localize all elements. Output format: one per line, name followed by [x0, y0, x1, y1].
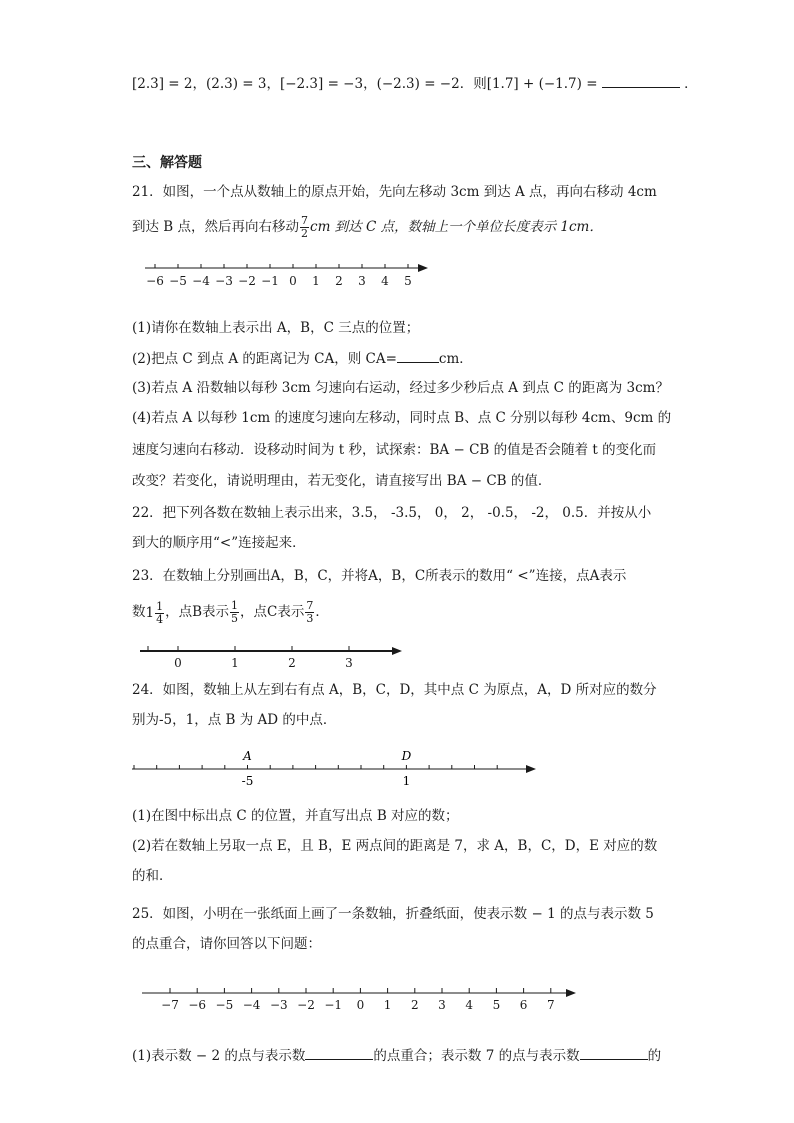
fraction-numerator: 1 [231, 599, 239, 612]
q23-line2c: ，点C表示 [240, 604, 305, 620]
q23-line1: 23．在数轴上分别画出A，B，C，并将A，B，C所表示的数用“ <”连接，点A表示 [132, 568, 627, 584]
q23-line2b: ，点B表示 [165, 604, 230, 620]
point-d-value: 1 [402, 774, 411, 788]
axis-arrow-icon [392, 647, 402, 655]
tick-label: −6 [146, 274, 164, 288]
q21-line2a: 到达 B 点，然后再向右移动 [132, 219, 300, 235]
q21-sub2 [132, 348, 473, 369]
tick-label: 0 [356, 998, 365, 1012]
fraction-numerator: 7 [306, 599, 314, 612]
fraction-denominator: 2 [301, 227, 309, 240]
q25-line2: 的点重合，请你回答以下问题： [132, 936, 321, 952]
q25-sub1-text: (1)表示数 − 2 的点与表示数 [132, 1048, 306, 1064]
tick-label: −1 [324, 998, 343, 1012]
tick-label: 5 [404, 274, 412, 288]
axis-arrow-icon [526, 765, 536, 773]
tick-label: −1 [261, 274, 279, 288]
axis-arrow-icon [418, 264, 428, 272]
fraction-numerator: 1 [156, 599, 164, 613]
mixed-number [146, 598, 166, 628]
q21-line2b: cm 到达 C 点，数轴上一个单位长度表示 1cm． [310, 219, 603, 235]
q25-sub1-end: 的 [647, 1048, 662, 1064]
q22-line2: 到大的顺序用“<”连接起来． [132, 535, 306, 551]
tick-label: −4 [192, 274, 210, 288]
q21-sub4-line1: (4)若点 A 以每秒 1cm 的速度匀速向左移动，同时点 B、点 C 分别以每秒 4cm、9cm 的 [132, 410, 672, 426]
q25-sub1-mid: 的点重合；表示数 7 的点与表示数 [373, 1048, 580, 1064]
point-a-label: A [243, 749, 252, 763]
tick-label: −3 [215, 274, 233, 288]
tick-label: −5 [215, 998, 234, 1012]
q24-sub2-line1: (2)若在数轴上另取一点 E，且 B，E 两点间的距离是 7，求 A，B，C，D，E 对应的数 [132, 838, 658, 854]
section-title: 三、解答题 [132, 155, 202, 171]
tick-label: 1 [383, 998, 392, 1012]
fraction [155, 601, 164, 626]
q20-tail-end: ． [684, 76, 698, 92]
tick-label: 1 [312, 274, 320, 288]
q24-line2: 别为-5，1，点 B 为 AD 的中点． [132, 712, 337, 728]
answer-blank[interactable] [305, 1045, 373, 1060]
fraction-denominator: 4 [156, 612, 164, 626]
fraction-numerator: 7 [301, 214, 309, 227]
tick-label: 2 [335, 274, 343, 288]
q23-line2a: 数 [132, 604, 146, 620]
mixed-whole: 1 [145, 604, 155, 621]
tick-label: 3 [358, 274, 366, 288]
q23-line2 [132, 597, 329, 628]
tick-label: −7 [161, 998, 179, 1012]
tick-label: −6 [188, 998, 207, 1012]
tick-label: 6 [519, 998, 528, 1012]
answer-blank[interactable] [397, 348, 439, 363]
fraction [305, 600, 314, 625]
q21-number-line [145, 264, 428, 288]
tick-label: 3 [438, 998, 446, 1012]
fraction [230, 600, 239, 625]
tick-label: 7 [546, 998, 555, 1012]
tick-label: −2 [297, 998, 315, 1012]
q20-tail-text: [2.3] = 2，(2.3) = 3，[−2.3] = −3，(−2.3) = −2．则[1.7] + (−1.7) = [132, 76, 598, 92]
tick-label: 5 [492, 998, 501, 1012]
axis-arrow-icon [566, 989, 576, 997]
q21-sub3: (3)若点 A 沿数轴以每秒 3cm 匀速向右运动，经过多少秒后点 A 到点 C 的距离为 3cm？ [132, 380, 669, 396]
q24-sub2-line2: 的和． [132, 868, 173, 884]
q21-line1: 21．如图，一个点从数轴上的原点开始，先向左移动 3cm 到达 A 点，再向右移动 4cm [132, 184, 657, 200]
tick-label: −5 [169, 274, 187, 288]
fraction-denominator: 3 [306, 612, 314, 625]
q24-sub1: (1)在图中标出点 C 的位置，并直写出点 B 对应的数； [132, 808, 459, 824]
q24-line1: 24．如图，数轴上从左到右有点 A，B，C，D，其中点 C 为原点，A，D 所对应的数分 [132, 682, 657, 698]
q21-sub2-text: (2)把点 C 到点 A 的距离记为 CA，则 CA= [132, 351, 397, 367]
q24-number-line [132, 749, 536, 788]
tick-label: 3 [345, 656, 353, 670]
q23-line2d: ． [315, 604, 329, 620]
tick-label: −3 [269, 998, 288, 1012]
q25-number-line [142, 988, 576, 1012]
answer-blank[interactable] [580, 1045, 648, 1060]
tick-label: 4 [381, 274, 389, 288]
point-a-value: -5 [241, 774, 254, 788]
q21-sub1: (1)请你在数轴上表示出 A，B，C 三点的位置； [132, 320, 420, 336]
tick-label: 0 [174, 656, 182, 670]
q25-line1: 25．如图，小明在一张纸面上画了一条数轴，折叠纸面，使表示数 − 1 的点与表示数 5 [132, 906, 654, 922]
q25-sub1 [132, 1045, 661, 1066]
tick-label: 2 [288, 656, 296, 670]
q23-number-line [140, 646, 402, 670]
tick-label: −4 [242, 998, 261, 1012]
tick-label: 4 [465, 998, 474, 1012]
tick-label: 2 [410, 998, 419, 1012]
q21-sub4-line3: 改变？若变化，请说明理由，若无变化，请直接写出 BA − CB 的值． [132, 473, 552, 489]
q21-sub2-unit: cm． [438, 351, 473, 367]
q22-line1: 22．把下列各数在数轴上表示出来，3.5， -3.5， 0， 2， -0.5， -2， 0.5．并按从小 [132, 505, 652, 521]
point-d-label: D [401, 749, 412, 763]
tick-label: 0 [289, 274, 297, 288]
tick-label: 1 [231, 656, 239, 670]
tick-label: −2 [238, 274, 256, 288]
q21-sub4-line2: 速度匀速向右移动．设移动时间为 t 秒，试探索：BA − CB 的值是否会随着 t 的变化而 [132, 442, 657, 458]
fraction-denominator: 5 [231, 612, 239, 625]
